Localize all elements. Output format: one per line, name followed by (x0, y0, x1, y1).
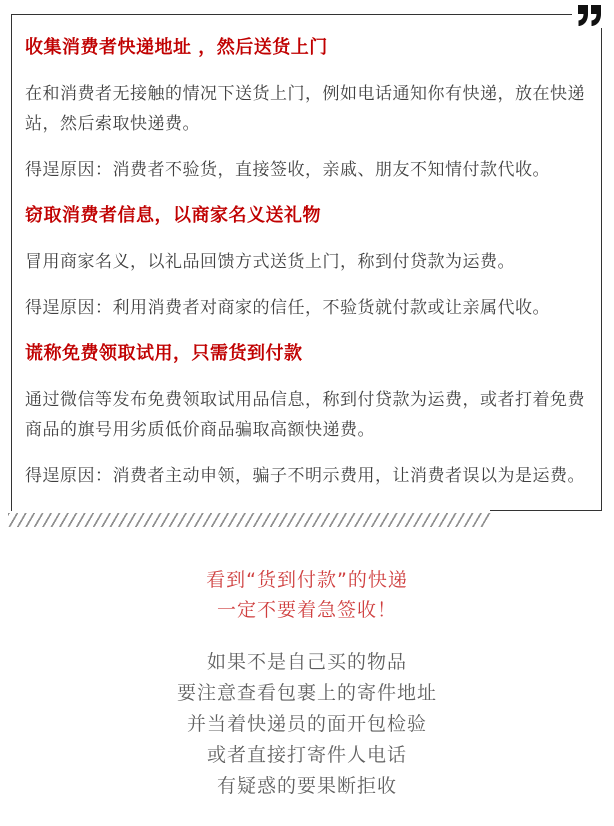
scam-2-heading: 窃取消费者信息，以商家名义送礼物 (25, 205, 321, 226)
scam-1-description: 在和消费者无接触的情况下送货上门，例如电话通知你有快递，放在快递站，然后索取快递费。 (25, 84, 585, 134)
advice-line-3: 并当着快递员的面开包检验 (186, 713, 427, 735)
box-bottom-border-segment (490, 510, 602, 511)
close-quote-icon (572, 3, 602, 28)
advice-line-5: 有疑惑的要果断拒收 (216, 775, 397, 797)
advice-line-2: 要注意查看包裹上的寄件地址 (176, 682, 437, 704)
scam-methods-box (11, 14, 602, 511)
advice-line-1: 如果不是自己买的物品 (206, 651, 407, 673)
scam-2-description: 冒用商家名义，以礼品回馈方式送货上门，称到付贷款为运费。 (25, 252, 515, 272)
warning-line-1: 看到“货到付款”的快递 (206, 569, 408, 591)
article-page (0, 14, 614, 802)
warning-text-block (0, 565, 614, 625)
advice-line-4: 或者直接打寄件人电话 (206, 744, 407, 766)
diagonal-hatch-decoration (8, 513, 495, 527)
advice-text-block (0, 647, 614, 802)
scam-1-reason: 得逞原因：消费者不验货，直接签收，亲戚、朋友不知情付款代收。 (25, 160, 550, 180)
scam-3-description: 通过微信等发布免费领取试用品信息，称到付贷款为运费，或者打着免费商品的旗号用劣质低价商品骗取高额快递费。 (25, 390, 585, 440)
scam-3-heading: 谎称免费领取试用，只需货到付款 (25, 343, 303, 364)
scam-2-reason: 得逞原因：利用消费者对商家的信任，不验货就付款或让亲属代收。 (25, 298, 550, 318)
scam-1-heading: 收集消费者快递地址 ，然后送货上门 (25, 37, 328, 58)
scam-3-reason: 得逞原因：消费者主动申领，骗子不明示费用，让消费者误以为是运费。 (25, 466, 585, 486)
warning-line-2: 一定不要着急签收！ (216, 599, 397, 621)
